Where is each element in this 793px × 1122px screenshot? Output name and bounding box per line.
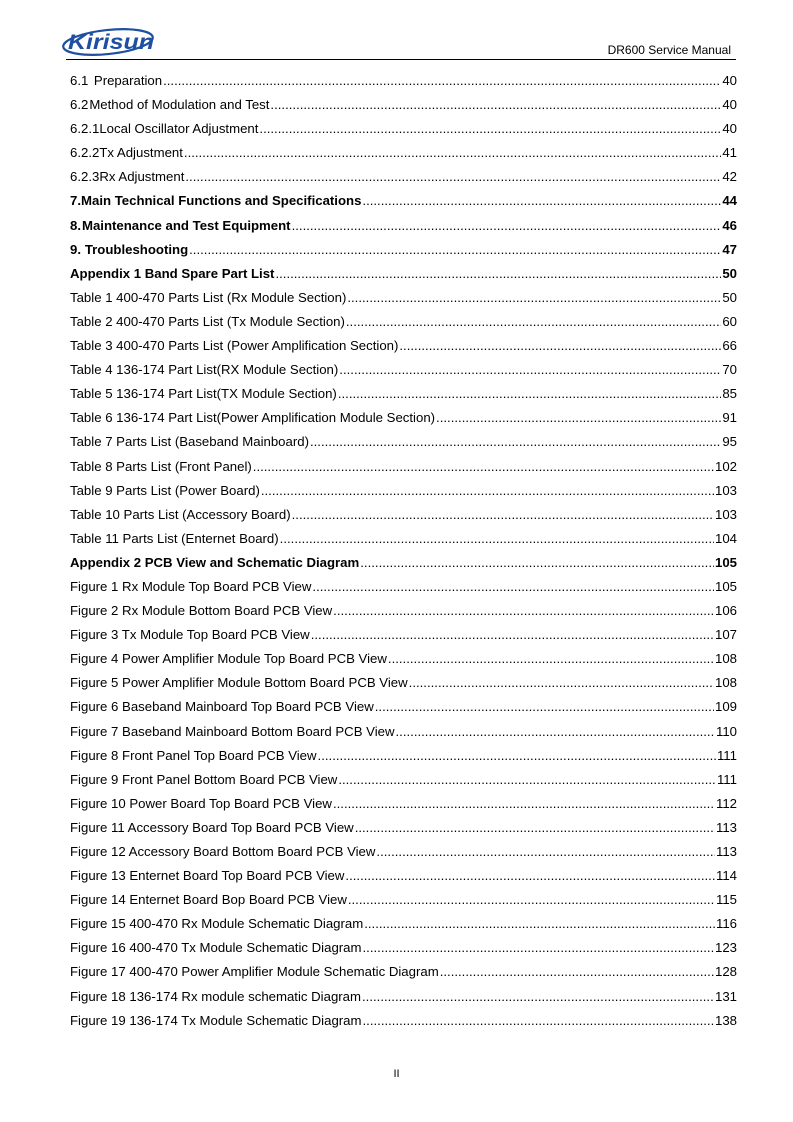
toc-title: Appendix 2 PCB View and Schematic Diagram bbox=[70, 554, 360, 570]
toc-entry[interactable] bbox=[70, 820, 737, 844]
table-of-contents bbox=[70, 73, 737, 1037]
toc-title: Appendix 1 Band Spare Part List bbox=[70, 265, 275, 281]
toc-title: Preparation bbox=[93, 73, 163, 88]
toc-page: 103 bbox=[714, 506, 737, 522]
toc-title: Table 5 136-174 Part List(TX Module Section) bbox=[70, 386, 337, 402]
toc-entry[interactable] bbox=[70, 1013, 737, 1037]
toc-page: 113 bbox=[715, 819, 737, 835]
dot-leader bbox=[318, 748, 716, 763]
dot-leader bbox=[185, 169, 721, 184]
toc-title: Figure 5 Power Amplifier Module Bottom Board PCB View bbox=[70, 675, 408, 691]
toc-entry[interactable] bbox=[70, 651, 737, 675]
dot-leader bbox=[310, 434, 721, 449]
toc-entry[interactable] bbox=[70, 868, 737, 892]
toc-page: 111 bbox=[716, 747, 737, 763]
dot-leader bbox=[280, 531, 714, 546]
toc-title: Main Technical Functions and Specifications bbox=[81, 193, 362, 209]
document-title: DR600 Service Manual bbox=[607, 43, 731, 57]
toc-entry[interactable] bbox=[70, 242, 737, 266]
dot-leader bbox=[362, 989, 714, 1004]
toc-entry[interactable] bbox=[70, 290, 737, 314]
dot-leader bbox=[292, 507, 714, 522]
toc-page: 70 bbox=[722, 362, 737, 378]
dot-leader bbox=[333, 796, 715, 811]
toc-entry[interactable] bbox=[70, 964, 737, 988]
dot-leader bbox=[346, 314, 721, 329]
toc-page: 46 bbox=[722, 217, 737, 233]
toc-entry[interactable] bbox=[70, 410, 737, 434]
toc-entry[interactable] bbox=[70, 338, 737, 362]
dot-leader bbox=[261, 483, 714, 498]
toc-number: 8. bbox=[70, 217, 81, 233]
toc-page: 111 bbox=[716, 771, 737, 787]
toc-page: 47 bbox=[722, 241, 737, 257]
toc-entry[interactable] bbox=[70, 675, 737, 699]
toc-entry[interactable] bbox=[70, 555, 737, 579]
toc-page: 109 bbox=[714, 699, 737, 715]
toc-entry[interactable] bbox=[70, 844, 737, 868]
toc-entry[interactable] bbox=[70, 483, 737, 507]
toc-title: Figure 15 400-470 Rx Module Schematic Diagram bbox=[70, 916, 364, 932]
toc-page: 108 bbox=[714, 675, 737, 691]
toc-entry[interactable] bbox=[70, 362, 737, 386]
toc-entry[interactable] bbox=[70, 218, 737, 242]
toc-entry[interactable] bbox=[70, 603, 737, 627]
toc-page: 131 bbox=[714, 988, 737, 1004]
toc-entry[interactable] bbox=[70, 193, 737, 217]
toc-page: 40 bbox=[722, 97, 737, 113]
dot-leader bbox=[259, 121, 721, 136]
toc-page: 115 bbox=[715, 892, 737, 908]
dot-leader bbox=[270, 97, 721, 112]
toc-entry[interactable] bbox=[70, 916, 737, 940]
toc-entry[interactable] bbox=[70, 989, 737, 1013]
toc-title: Method of Modulation and Test bbox=[89, 97, 270, 113]
toc-title: Figure 16 400-470 Tx Module Schematic Diagram bbox=[70, 940, 362, 956]
toc-page: 103 bbox=[714, 482, 737, 498]
toc-page: 50 bbox=[722, 265, 737, 281]
toc-title: Maintenance and Test Equipment bbox=[81, 217, 291, 233]
toc-page: 102 bbox=[714, 458, 737, 474]
toc-title: Figure 3 Tx Module Top Board PCB View bbox=[70, 627, 310, 643]
toc-title: Table 7 Parts List (Baseband Mainboard) bbox=[70, 434, 309, 450]
toc-title: Figure 10 Power Board Top Board PCB View bbox=[70, 795, 332, 811]
toc-page: 41 bbox=[722, 145, 737, 161]
toc-page: 123 bbox=[714, 940, 737, 956]
toc-entry[interactable] bbox=[70, 73, 737, 97]
toc-entry[interactable] bbox=[70, 748, 737, 772]
dot-leader bbox=[363, 940, 714, 955]
dot-leader bbox=[440, 964, 714, 979]
page-number: II bbox=[393, 1068, 400, 1080]
toc-entry[interactable] bbox=[70, 892, 737, 916]
toc-number: 9. bbox=[70, 241, 81, 257]
dot-leader bbox=[189, 242, 721, 257]
toc-title: Figure 17 400-470 Power Amplifier Module Schematic Diagram bbox=[70, 964, 439, 980]
toc-page: 85 bbox=[722, 386, 737, 402]
toc-title: Figure 11 Accessory Board Top Board PCB View bbox=[70, 819, 354, 835]
toc-entry[interactable] bbox=[70, 434, 737, 458]
toc-entry[interactable] bbox=[70, 507, 737, 531]
toc-entry[interactable] bbox=[70, 940, 737, 964]
toc-title: Table 3 400-470 Parts List (Power Amplification Section) bbox=[70, 338, 399, 354]
dot-leader bbox=[399, 338, 721, 353]
toc-page: 113 bbox=[715, 844, 737, 859]
kirisun-logo bbox=[62, 25, 162, 59]
toc-entry[interactable] bbox=[70, 169, 737, 193]
toc-entry[interactable] bbox=[70, 386, 737, 410]
toc-page: 105 bbox=[714, 578, 737, 594]
dot-leader bbox=[163, 73, 721, 88]
toc-page: 66 bbox=[722, 338, 737, 354]
toc-entry[interactable] bbox=[70, 627, 737, 651]
toc-page: 44 bbox=[722, 193, 737, 209]
toc-title: Figure 4 Power Amplifier Module Top Board PCB View bbox=[70, 651, 387, 667]
toc-page: 107 bbox=[714, 627, 737, 643]
toc-title: Figure 19 136-174 Tx Module Schematic Diagram bbox=[70, 1012, 362, 1028]
toc-page: 40 bbox=[722, 121, 737, 137]
toc-entry[interactable] bbox=[70, 772, 737, 796]
toc-title: Table 4 136-174 Part List(RX Module Section) bbox=[70, 362, 339, 378]
toc-entry[interactable] bbox=[70, 699, 737, 723]
toc-page: 112 bbox=[715, 795, 737, 811]
toc-title: Table 6 136-174 Part List(Power Amplification Module Section) bbox=[70, 410, 436, 426]
dot-leader bbox=[345, 868, 715, 883]
toc-title: Figure 13 Enternet Board Top Board PCB View bbox=[70, 868, 345, 884]
dot-leader bbox=[339, 362, 721, 377]
toc-title: Figure 7 Baseband Mainboard Bottom Board PCB View bbox=[70, 723, 395, 739]
dot-leader bbox=[338, 386, 722, 401]
toc-title: Figure 18 136-174 Rx module schematic Diagram bbox=[70, 988, 361, 1004]
toc-number: 6.2.3 bbox=[70, 169, 100, 185]
toc-title: Table 1 400-470 Parts List (Rx Module Section) bbox=[70, 289, 347, 305]
toc-number: 7. bbox=[70, 193, 81, 209]
toc-number: 6.2.2 bbox=[70, 145, 100, 161]
toc-title: Local Oscillator Adjustment bbox=[99, 121, 259, 137]
toc-title: Tx Adjustment bbox=[99, 145, 183, 161]
dot-leader bbox=[362, 193, 721, 208]
toc-entry[interactable] bbox=[70, 579, 737, 603]
dot-leader bbox=[292, 218, 722, 233]
toc-title: Figure 6 Baseband Mainboard Top Board PCB View bbox=[70, 699, 374, 715]
toc-page: 42 bbox=[722, 169, 737, 185]
header-divider bbox=[66, 59, 736, 60]
dot-leader bbox=[347, 290, 721, 305]
toc-title: Figure 12 Accessory Board Bottom Board PCB View bbox=[70, 844, 376, 859]
toc-number: 6.2.1 bbox=[70, 121, 100, 137]
dot-leader bbox=[436, 410, 721, 425]
toc-entry[interactable] bbox=[70, 121, 737, 145]
dot-leader bbox=[184, 145, 721, 160]
toc-page: 91 bbox=[722, 410, 737, 426]
dot-leader bbox=[275, 266, 721, 281]
dot-leader bbox=[312, 579, 714, 594]
toc-entry[interactable] bbox=[70, 796, 737, 820]
toc-page: 50 bbox=[722, 289, 737, 305]
dot-leader bbox=[333, 603, 714, 618]
dot-leader bbox=[355, 820, 715, 835]
toc-number: 6.1 bbox=[70, 73, 89, 88]
toc-entry[interactable] bbox=[70, 97, 737, 121]
toc-entry[interactable] bbox=[70, 531, 737, 555]
dot-leader bbox=[396, 724, 715, 739]
toc-title: Table 11 Parts List (Enternet Board) bbox=[70, 530, 279, 546]
dot-leader bbox=[376, 844, 715, 859]
toc-title: Table 9 Parts List (Power Board) bbox=[70, 482, 260, 498]
dot-leader bbox=[363, 1013, 714, 1028]
toc-entry[interactable] bbox=[70, 314, 737, 338]
toc-title: Table 8 Parts List (Front Panel) bbox=[70, 458, 252, 474]
dot-leader bbox=[364, 916, 715, 931]
toc-page: 105 bbox=[714, 554, 737, 570]
toc-page: 60 bbox=[722, 313, 737, 329]
toc-page: 104 bbox=[714, 530, 737, 546]
toc-entry[interactable] bbox=[70, 459, 737, 483]
dot-leader bbox=[348, 892, 715, 907]
dot-leader bbox=[409, 675, 714, 690]
toc-page: 110 bbox=[715, 723, 737, 739]
toc-title: Figure 1 Rx Module Top Board PCB View bbox=[70, 578, 312, 594]
toc-page: 128 bbox=[714, 964, 737, 980]
dot-leader bbox=[253, 459, 714, 474]
dot-leader bbox=[360, 555, 714, 570]
toc-entry[interactable] bbox=[70, 145, 737, 169]
toc-title: Figure 8 Front Panel Top Board PCB View bbox=[70, 747, 317, 763]
toc-page: 108 bbox=[714, 651, 737, 667]
toc-title: Figure 9 Front Panel Bottom Board PCB View bbox=[70, 771, 338, 787]
svg-text:Kirisun: Kirisun bbox=[68, 31, 154, 54]
toc-page: 106 bbox=[714, 603, 737, 619]
toc-page: 116 bbox=[715, 916, 737, 932]
toc-title: Troubleshooting bbox=[84, 241, 189, 257]
dot-leader bbox=[311, 627, 714, 642]
toc-title: Rx Adjustment bbox=[99, 169, 185, 185]
toc-title: Figure 2 Rx Module Bottom Board PCB View bbox=[70, 603, 333, 619]
toc-page: 40 bbox=[722, 73, 737, 88]
toc-title: Table 2 400-470 Parts List (Tx Module Section) bbox=[70, 313, 345, 329]
dot-leader bbox=[375, 699, 714, 714]
dot-leader bbox=[338, 772, 716, 787]
toc-page: 138 bbox=[714, 1012, 737, 1028]
toc-entry[interactable] bbox=[70, 266, 737, 290]
toc-page: 114 bbox=[715, 868, 737, 884]
toc-entry[interactable] bbox=[70, 724, 737, 748]
toc-page: 95 bbox=[722, 434, 737, 450]
toc-number: 6.2 bbox=[70, 97, 89, 113]
toc-title: Table 10 Parts List (Accessory Board) bbox=[70, 506, 291, 522]
dot-leader bbox=[388, 651, 714, 666]
toc-title: Figure 14 Enternet Board Bop Board PCB View bbox=[70, 892, 347, 908]
